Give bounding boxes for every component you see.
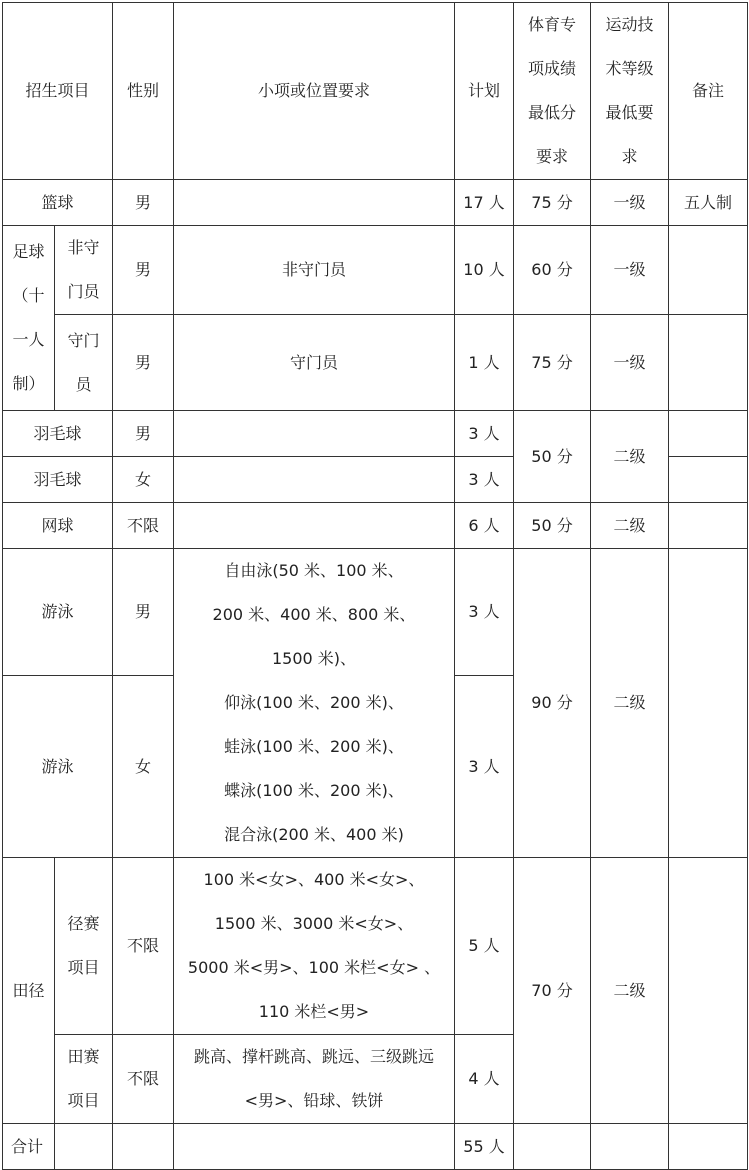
cell-gender: 男 xyxy=(113,549,174,676)
admissions-table xyxy=(2,2,748,1170)
detail-line: 蝶泳(100 米、200 米)、 xyxy=(224,781,404,800)
cell-plan: 4 人 xyxy=(455,1035,514,1124)
cell-note xyxy=(669,315,748,411)
cell-grade: 二级 xyxy=(591,503,669,549)
cell-subproject xyxy=(55,858,113,1035)
cell-score: 70 分 xyxy=(514,858,591,1124)
cell-detail xyxy=(174,457,455,503)
cell-detail xyxy=(174,858,455,1035)
cell-grade: 二级 xyxy=(591,858,669,1124)
detail-line: <男>、铅球、铁饼 xyxy=(244,1091,384,1110)
header-note: 备注 xyxy=(669,3,748,180)
cell-project: 羽毛球 xyxy=(3,411,113,457)
header-grade-line: 术等级 xyxy=(605,59,654,78)
football-name-line: 足球 xyxy=(12,242,45,261)
cell-gender: 不限 xyxy=(113,503,174,549)
cell-plan: 3 人 xyxy=(455,549,514,676)
cell-grade: 一级 xyxy=(591,226,669,315)
cell-empty xyxy=(514,1124,591,1170)
cell-grade: 二级 xyxy=(591,549,669,858)
cell-note xyxy=(669,411,748,457)
football-name-line: 制） xyxy=(12,374,45,393)
cell-score: 50 分 xyxy=(514,503,591,549)
detail-line: 100 米<女>、400 米<女>、 xyxy=(203,870,425,889)
cell-gender: 男 xyxy=(113,411,174,457)
detail-line: 混合泳(200 米、400 米) xyxy=(224,825,404,844)
cell-score: 60 分 xyxy=(514,226,591,315)
detail-line: 1500 米、3000 米<女>、 xyxy=(214,914,414,933)
detail-line: 1500 米)、 xyxy=(271,649,357,668)
cell-empty xyxy=(55,1124,113,1170)
table-row-basketball xyxy=(3,180,748,226)
cell-subproject xyxy=(55,1035,113,1124)
cell-project-football xyxy=(3,226,55,411)
cell-plan: 3 人 xyxy=(455,457,514,503)
cell-empty xyxy=(591,1124,669,1170)
table-row-athletics-track xyxy=(3,858,748,1035)
cell-score: 50 分 xyxy=(514,411,591,503)
cell-detail xyxy=(174,180,455,226)
header-score-line: 体育专 xyxy=(527,15,576,34)
cell-note xyxy=(669,858,748,1124)
cell-empty xyxy=(669,1124,748,1170)
cell-grade: 一级 xyxy=(591,180,669,226)
cell-grade: 二级 xyxy=(591,411,669,503)
cell-plan: 1 人 xyxy=(455,315,514,411)
detail-line: 蛙泳(100 米、200 米)、 xyxy=(224,737,404,756)
table-row-badminton-male xyxy=(3,411,748,457)
cell-project: 游泳 xyxy=(3,676,113,858)
header-gender: 性别 xyxy=(113,3,174,180)
table-row-football-goalkeeper xyxy=(3,315,748,411)
cell-gender: 不限 xyxy=(113,1035,174,1124)
cell-gender: 女 xyxy=(113,457,174,503)
cell-note xyxy=(669,503,748,549)
detail-line: 自由泳(50 米、100 米、 xyxy=(224,561,404,580)
table-row-tennis xyxy=(3,503,748,549)
cell-detail: 非守门员 xyxy=(174,226,455,315)
cell-note xyxy=(669,549,748,858)
cell-detail-swimming xyxy=(174,549,455,858)
cell-empty xyxy=(113,1124,174,1170)
cell-project: 游泳 xyxy=(3,549,113,676)
cell-score: 75 分 xyxy=(514,315,591,411)
header-row xyxy=(3,3,748,180)
cell-gender: 男 xyxy=(113,226,174,315)
cell-gender: 男 xyxy=(113,315,174,411)
detail-line: 110 米栏<男> xyxy=(258,1002,370,1021)
cell-detail xyxy=(174,1035,455,1124)
detail-line: 仰泳(100 米、200 米)、 xyxy=(224,693,404,712)
detail-line: 200 米、400 米、800 米、 xyxy=(212,605,416,624)
cell-gender: 不限 xyxy=(113,858,174,1035)
header-project: 招生项目 xyxy=(3,3,113,180)
cell-gender: 男 xyxy=(113,180,174,226)
cell-plan: 10 人 xyxy=(455,226,514,315)
cell-score: 90 分 xyxy=(514,549,591,858)
cell-plan: 6 人 xyxy=(455,503,514,549)
cell-score: 75 分 xyxy=(514,180,591,226)
subproject-line: 员 xyxy=(75,374,92,394)
cell-empty xyxy=(174,1124,455,1170)
header-score xyxy=(514,3,591,180)
cell-total-label: 合计 xyxy=(3,1124,55,1170)
cell-plan: 3 人 xyxy=(455,411,514,457)
header-plan: 计划 xyxy=(455,3,514,180)
header-grade-line: 求 xyxy=(621,147,638,166)
table-row-total xyxy=(3,1124,748,1170)
header-grade-line: 运动技 xyxy=(605,15,654,34)
cell-detail: 守门员 xyxy=(174,315,455,411)
cell-detail xyxy=(174,411,455,457)
cell-subproject xyxy=(55,226,113,315)
header-score-line: 项成绩 xyxy=(527,59,576,78)
subproject-line: 径赛 xyxy=(67,914,100,933)
header-detail: 小项或位置要求 xyxy=(174,3,455,180)
detail-line: 5000 米<男>、100 米栏<女> 、 xyxy=(187,958,441,977)
cell-subproject xyxy=(55,315,113,411)
subproject-line: 项目 xyxy=(67,958,100,977)
cell-note xyxy=(669,457,748,503)
cell-detail xyxy=(174,503,455,549)
cell-plan: 3 人 xyxy=(455,676,514,858)
cell-note: 五人制 xyxy=(669,180,748,226)
cell-project: 羽毛球 xyxy=(3,457,113,503)
subproject-line: 门员 xyxy=(67,282,100,301)
cell-project: 网球 xyxy=(3,503,113,549)
table-row-football-field-player xyxy=(3,226,748,315)
cell-grade: 一级 xyxy=(591,315,669,411)
header-grade xyxy=(591,3,669,180)
table-row-swimming-male xyxy=(3,549,748,676)
subproject-line: 非守 xyxy=(67,238,100,257)
cell-total-plan: 55 人 xyxy=(455,1124,514,1170)
cell-gender: 女 xyxy=(113,676,174,858)
detail-line: 跳高、撑杆跳高、跳远、三级跳远 xyxy=(193,1047,434,1066)
cell-project-athletics: 田径 xyxy=(3,858,55,1124)
header-score-line: 要求 xyxy=(535,147,568,166)
cell-plan: 5 人 xyxy=(455,858,514,1035)
subproject-line: 守门 xyxy=(67,330,100,350)
cell-note xyxy=(669,226,748,315)
cell-plan: 17 人 xyxy=(455,180,514,226)
football-name-line: （十 xyxy=(12,286,45,305)
football-name-line: 一人 xyxy=(12,330,45,349)
header-score-line: 最低分 xyxy=(527,103,576,122)
header-grade-line: 最低要 xyxy=(605,103,654,122)
subproject-line: 田赛 xyxy=(67,1047,100,1066)
subproject-line: 项目 xyxy=(67,1091,100,1110)
cell-project: 篮球 xyxy=(3,180,113,226)
